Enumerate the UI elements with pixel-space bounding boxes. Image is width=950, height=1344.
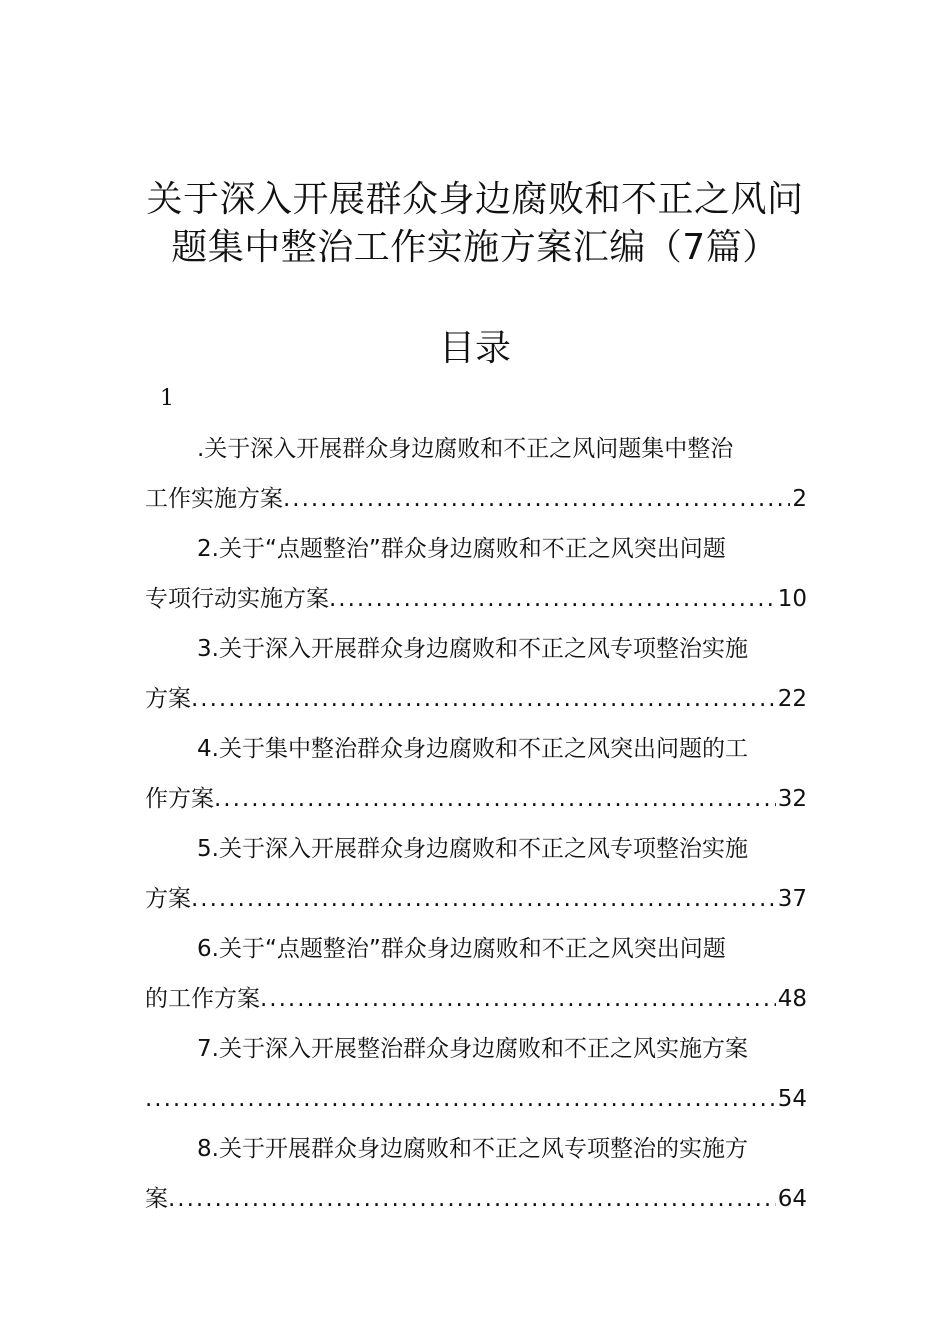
- toc-entry-title[interactable]: 8.关于开展群众身边腐败和不正之风专项整治的实施方: [197, 1136, 748, 1162]
- toc-page-number: 2: [792, 486, 807, 512]
- toc-entry[interactable]: [145, 1024, 807, 1124]
- toc-entry-title-rest: 方案: [145, 686, 191, 712]
- toc-entry[interactable]: [145, 424, 807, 524]
- toc-marker: 1: [160, 386, 174, 411]
- table-of-contents: [145, 424, 807, 1224]
- toc-entry[interactable]: [145, 824, 807, 924]
- toc-entry-title[interactable]: 7.关于深入开展整治群众身边腐败和不正之风实施方案: [197, 1036, 748, 1062]
- toc-entry-continuation[interactable]: [145, 974, 807, 1024]
- toc-entry-continuation[interactable]: [145, 574, 807, 624]
- toc-entry-continuation[interactable]: [145, 674, 807, 724]
- toc-entry[interactable]: [145, 524, 807, 624]
- document-title-line-1: 关于深入开展群众身边腐败和不正之风问: [146, 179, 804, 220]
- toc-entry-title-rest: 的工作方案: [145, 986, 260, 1012]
- document-title: [100, 176, 850, 272]
- toc-entry-continuation[interactable]: [145, 1174, 807, 1224]
- document-title-line-2: 题集中整治工作实施方案汇编（7篇）: [171, 227, 779, 268]
- toc-entry-continuation[interactable]: [145, 774, 807, 824]
- toc-dot-leader: [145, 1074, 776, 1124]
- toc-dot-leader: [214, 774, 776, 824]
- toc-page-number: 54: [777, 1086, 807, 1112]
- toc-entry[interactable]: [145, 624, 807, 724]
- toc-entry[interactable]: [145, 1124, 807, 1224]
- toc-page-number: 37: [777, 886, 807, 912]
- toc-dot-leader: [191, 674, 776, 724]
- toc-entry-continuation[interactable]: [145, 474, 807, 524]
- toc-dot-leader: [168, 1174, 776, 1224]
- toc-page-number: 48: [777, 986, 807, 1012]
- toc-dot-leader: [191, 874, 776, 924]
- toc-page-number: 64: [777, 1186, 807, 1212]
- toc-entry-title-rest: 作方案: [145, 786, 214, 812]
- toc-entry-title[interactable]: 2.关于“点题整治”群众身边腐败和不正之风突出问题: [197, 536, 726, 562]
- toc-dot-leader: [329, 574, 776, 624]
- toc-entry-title-rest: 专项行动实施方案: [145, 586, 329, 612]
- toc-entry-title-rest: 案: [145, 1186, 168, 1212]
- toc-entry-title[interactable]: 4.关于集中整治群众身边腐败和不正之风突出问题的工: [197, 736, 748, 762]
- toc-heading: 目录: [438, 328, 511, 369]
- toc-dot-leader: [283, 474, 790, 524]
- toc-page-number: 32: [777, 786, 807, 812]
- toc-entry[interactable]: [145, 724, 807, 824]
- toc-entry-title-rest: 工作实施方案: [145, 486, 283, 512]
- toc-dot-leader: [260, 974, 776, 1024]
- toc-entry-title[interactable]: 5.关于深入开展群众身边腐败和不正之风专项整治实施: [197, 836, 748, 862]
- toc-entry-title[interactable]: 6.关于“点题整治”群众身边腐败和不正之风突出问题: [197, 936, 726, 962]
- toc-entry[interactable]: [145, 924, 807, 1024]
- toc-entry-title[interactable]: 3.关于深入开展群众身边腐败和不正之风专项整治实施: [197, 636, 748, 662]
- toc-entry-title[interactable]: .关于深入开展群众身边腐败和不正之风问题集中整治: [197, 436, 734, 462]
- toc-entry-title-rest: 方案: [145, 886, 191, 912]
- toc-entry-continuation[interactable]: [145, 1074, 807, 1124]
- toc-entry-continuation[interactable]: [145, 874, 807, 924]
- toc-page-number: 22: [777, 686, 807, 712]
- toc-page-number: 10: [777, 586, 807, 612]
